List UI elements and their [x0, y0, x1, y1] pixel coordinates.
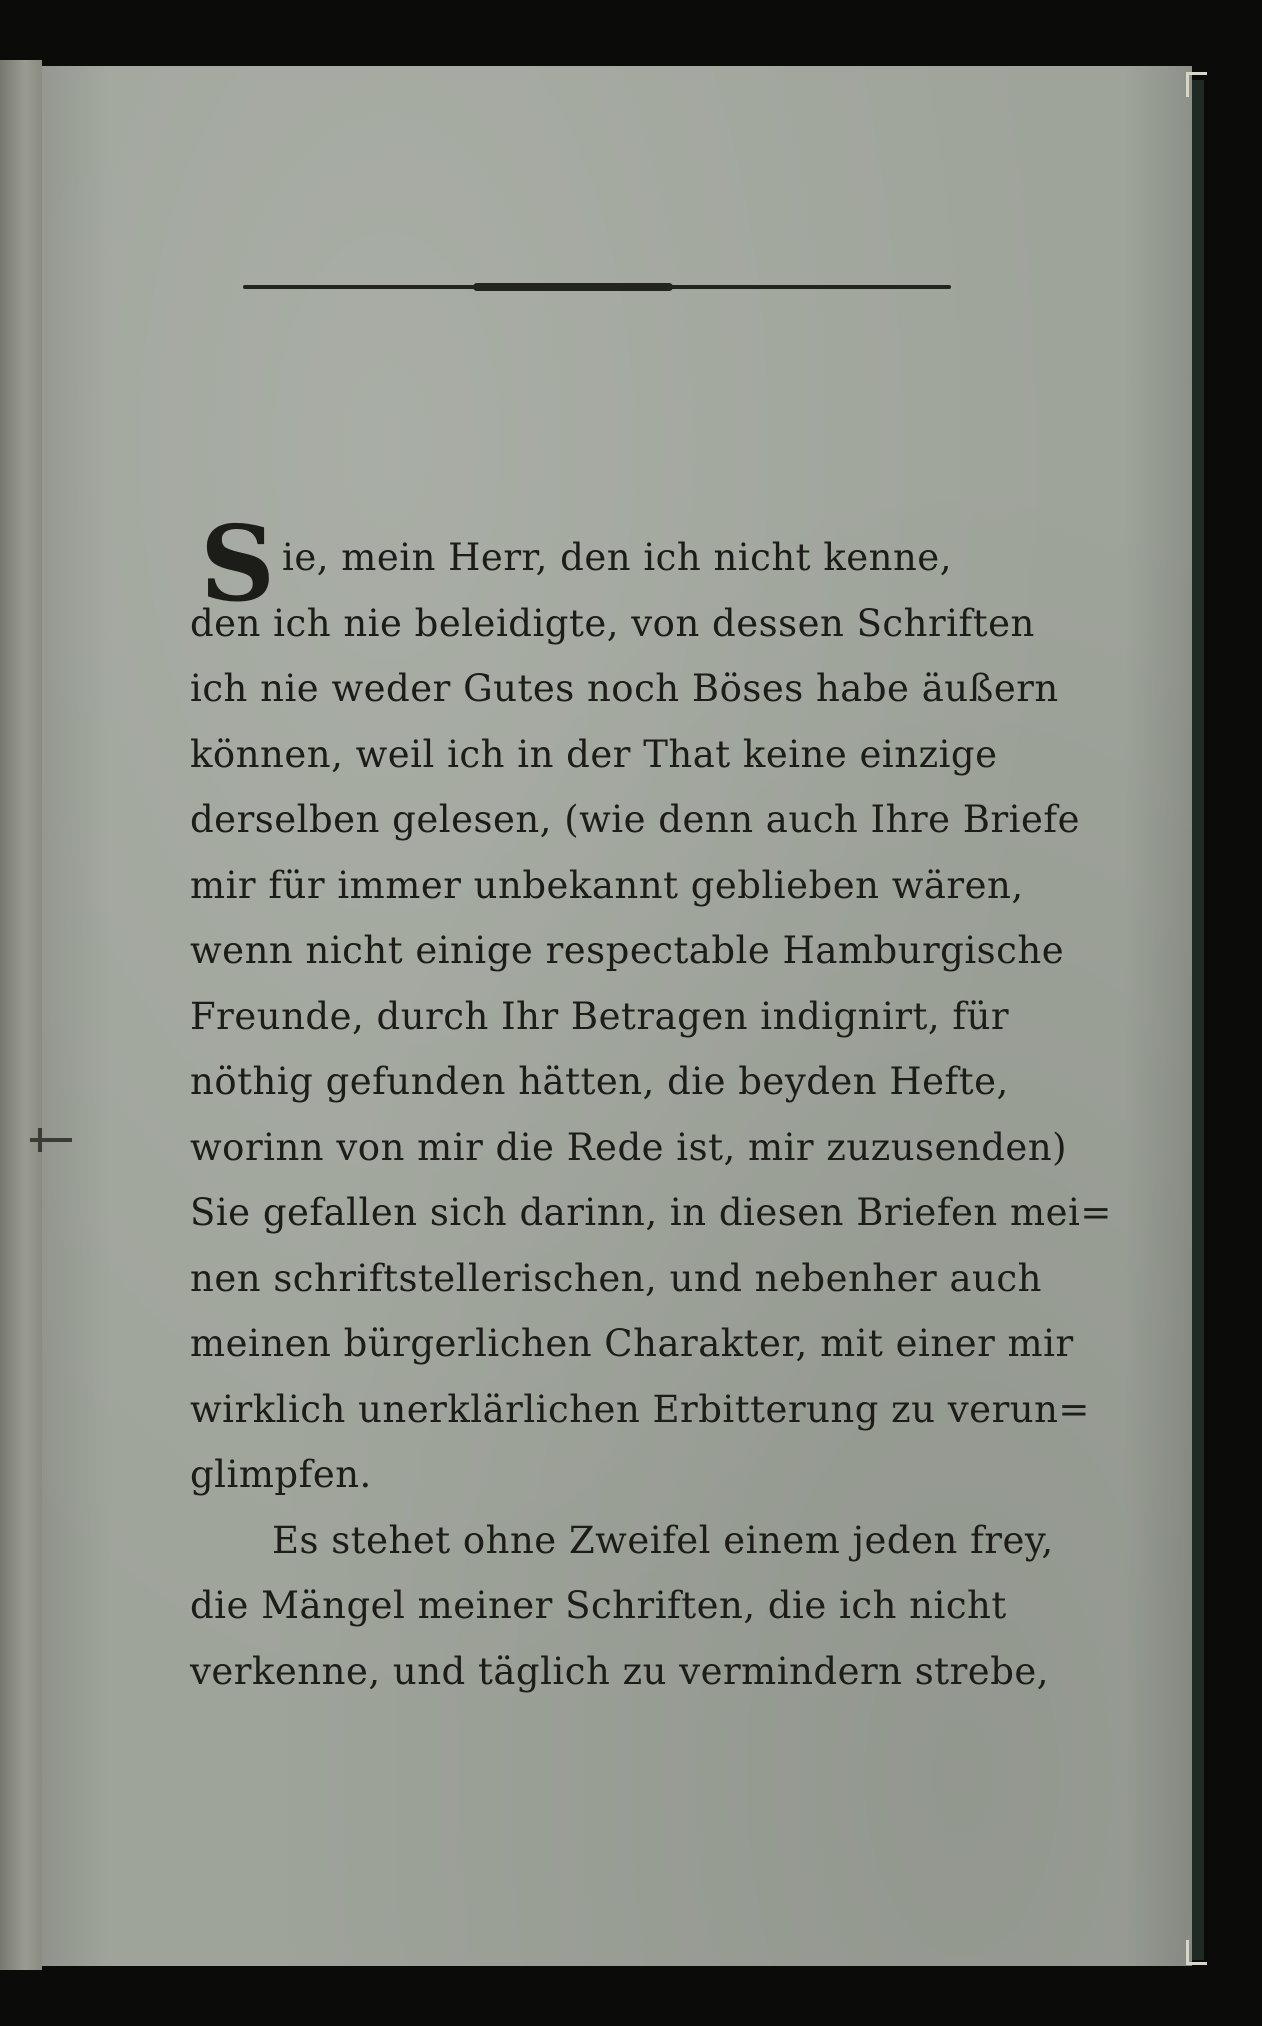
drop-cap: S [200, 502, 276, 625]
header-rule [243, 285, 951, 289]
text-line: mir für immer unbekannt geblieben wären, [190, 863, 1024, 907]
facing-page-edge [0, 60, 42, 1970]
corner-mark-bottom [1186, 1940, 1207, 1965]
body-text [190, 525, 1112, 1704]
text-line: ich nie weder Gutes noch Böses habe äußern [190, 667, 1059, 710]
text-line: Es stehet ohne Zweifel einem jeden frey, [272, 1518, 1054, 1562]
text-line: worinn von mir die Rede ist, mir zuzusenden) [190, 1125, 1068, 1169]
text-line: ie, mein Herr, den ich nicht kenne, [282, 536, 952, 579]
text-line: nöthig gefunden hätten, die beyden Hefte, [190, 1060, 1009, 1103]
text-line: derselben gelesen, (wie denn auch Ihre Briefe [190, 798, 1080, 841]
text-line: verkenne, und täglich zu vermindern strebe, [190, 1649, 1050, 1693]
text-line: können, weil ich in der That keine einzige [190, 732, 998, 776]
text-line: glimpfen. [190, 1453, 372, 1496]
text-line: die Mängel meiner Schriften, die ich nicht [190, 1584, 1007, 1627]
margin-mark [30, 1138, 72, 1142]
corner-mark-top [1186, 72, 1207, 97]
text-line: wirklich unerklärlichen Erbitterung zu verun= [190, 1387, 1090, 1431]
text-line: Sie gefallen sich darinn, in diesen Briefen mei= [190, 1191, 1112, 1234]
text-line: wenn nicht einige respectable Hamburgische [190, 929, 1065, 972]
text-line: meinen bürgerlichen Charakter, mit einer mir [190, 1322, 1074, 1365]
text-line: Freunde, durch Ihr Betragen indignirt, für [190, 994, 1010, 1038]
text-line: den ich nie beleidigte, von dessen Schriften [190, 601, 1035, 645]
text-line: nen schriftstellerischen, und nebenher auch [190, 1256, 1042, 1300]
book-cover-edge [1192, 80, 1204, 1960]
